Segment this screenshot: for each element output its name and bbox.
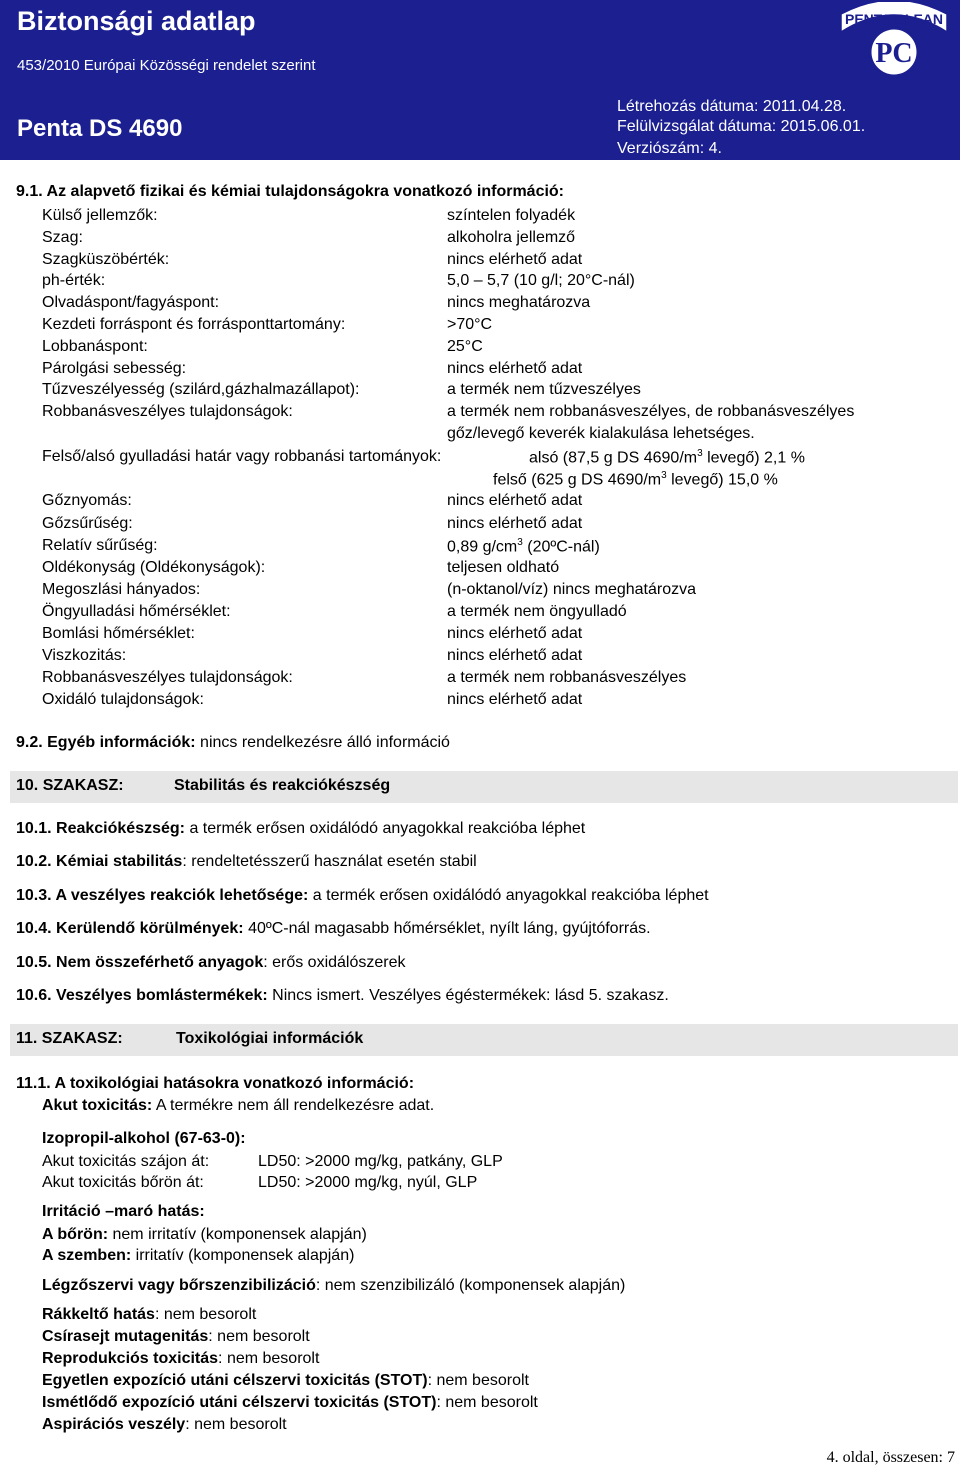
property-2-label: Szagküszöbérték: xyxy=(42,250,170,268)
property2-0-value: nincs elérhető adat xyxy=(447,492,583,509)
explosion-limit-lower: alsó (87,5 g DS $4690/m^3$ levegő) 2,1 % xyxy=(529,448,805,467)
property3-0-label: Oldékonyság (Oldékonyságok): xyxy=(42,559,266,576)
property3-2-value: a termék nem öngyulladó xyxy=(447,603,627,620)
property-3-label: ph-érték: xyxy=(42,272,106,290)
hazard-class-item: Egyetlen expozíció utáni célszervi toxicitás (STOT): nem besorolt xyxy=(42,1372,529,1389)
section-10-item: 10.1. Reakciókészség: a termék erősen oxidálódó anyagokkal reakcióba léphet xyxy=(16,820,586,837)
document-title: Biztonsági adatlap xyxy=(17,6,256,36)
property-1-label: Szag: xyxy=(42,228,83,246)
property2-1-label: Gőzsűrűség: xyxy=(42,514,133,532)
property2-1-value: nincs elérhető adat xyxy=(447,514,583,532)
svg-text:PENTA CLEAN: PENTA CLEAN xyxy=(845,11,943,27)
acute-toxicity: Akut toxicitás: A termékre nem áll rendelkezésre adat. xyxy=(42,1097,435,1114)
property3-6-value: nincs elérhető adat xyxy=(447,691,583,708)
property3-0-value: teljesen oldható xyxy=(447,559,560,576)
property-8-value: a termék nem tűzveszélyes xyxy=(447,381,641,399)
section-10-title: Stabilitás és reakciókészség xyxy=(174,777,391,794)
explosion-limit-upper: felső (625 g DS $4690/m^3$ levegő) 15,0 % xyxy=(493,470,778,489)
relative-density-label: Relatív sűrűség: xyxy=(42,537,158,554)
version-number: Verziószám: 4. xyxy=(617,140,722,157)
ipa-dermal-value: LD50: >2000 mg/kg, nyúl, GLP xyxy=(258,1174,478,1191)
section-10-item: 10.5. Nem összeférhető anyagok: erős oxidálószerek xyxy=(16,954,406,971)
property-0-value: színtelen folyadék xyxy=(447,207,576,224)
irritation-heading: Irritáció –maró hatás: xyxy=(42,1203,205,1220)
section-11-bar xyxy=(10,1024,958,1056)
section-11-number: 11. SZAKASZ: xyxy=(16,1030,123,1047)
reviewed-date: Felülvizsgálat dátuma: 2015.06.01. xyxy=(617,118,866,135)
section-10-item: 10.3. A veszélyes reakciók lehetősége: a termék erősen oxidálódó anyagokkal reakcióba léphet xyxy=(16,887,709,904)
property-9-value: a termék nem robbanásveszélyes, de robbanásveszélyes xyxy=(447,403,855,421)
property3-6-label: Oxidáló tulajdonságok: xyxy=(42,691,204,708)
property3-5-value: a termék nem robbanásveszélyes xyxy=(447,669,687,686)
hazard-class-item: Reprodukciós toxicitás: nem besorolt xyxy=(42,1350,320,1367)
property-6-value: 25°C xyxy=(447,337,483,355)
section-10-item: 10.4. Kerülendő körülmények: 40ºC-nál magasabb hőmérséklet, nyílt láng, gyújtóforrás. xyxy=(16,920,651,937)
property-4-label: Olvadáspont/fagyáspont: xyxy=(42,294,220,312)
property3-1-label: Megoszlási hányados: xyxy=(42,581,201,598)
property-8-label: Tűzveszélyesség (szilárd,gázhalmazállapot): xyxy=(42,381,360,399)
section-11-1-heading: 11.1. A toxikológiai hatásokra vonatkozó információ: xyxy=(16,1075,415,1092)
property3-4-label: Viszkozitás: xyxy=(42,647,127,664)
section-11-title: Toxikológiai információk xyxy=(176,1030,364,1047)
section-10-number: 10. SZAKASZ: xyxy=(16,777,124,794)
property-0-label: Külső jellemzők: xyxy=(42,207,158,224)
property3-2-label: Öngyulladási hőmérséklet: xyxy=(42,603,231,620)
explosion-limits-label: Felső/alsó gyulladási határ vagy robbanási tartományok: xyxy=(42,448,442,465)
section-10-item: 10.2. Kémiai stabilitás: rendeltetésszerű használat esetén stabil xyxy=(16,853,477,870)
penta-clean-logo xyxy=(835,2,953,80)
property-7-value: nincs elérhető adat xyxy=(447,359,583,377)
ipa-oral-value: LD50: >2000 mg/kg, patkány, GLP xyxy=(258,1153,503,1170)
product-name: Penta DS 4690 xyxy=(17,115,183,142)
property-4-value: nincs meghatározva xyxy=(447,294,591,312)
property-5-value: >70°C xyxy=(447,316,493,333)
regulation-line: 453/2010 Európai Közösségi rendelet szerint xyxy=(17,57,316,74)
ipa-oral-label: Akut toxicitás szájon át: xyxy=(42,1153,210,1170)
relative-density-value: 0,89 $g/cm^3$ (20ºC-nál) xyxy=(447,537,600,556)
eye-irritation: A szemben: irritatív (komponensek alapján) xyxy=(42,1247,355,1264)
section-9-2: 9.2. Egyéb információk: nincs rendelkezésre álló információ xyxy=(16,734,450,751)
property3-3-value: nincs elérhető adat xyxy=(447,625,583,642)
section-10-bar xyxy=(10,771,958,803)
property-3-value: 5,0 – 5,7 (10 g/l; 20°C-nál) xyxy=(447,272,635,290)
page-footer: 4. oldal, összesen: 7 xyxy=(826,1449,955,1466)
skin-irritation: A bőrön: nem irritatív (komponensek alapján) xyxy=(42,1226,367,1243)
ipa-heading: Izopropil-alkohol (67-63-0): xyxy=(42,1130,246,1147)
property3-3-label: Bomlási hőmérséklet: xyxy=(42,625,195,642)
property-6-label: Lobbanáspont: xyxy=(42,337,148,355)
property-2-value: nincs elérhető adat xyxy=(447,250,583,268)
created-date: Létrehozás dátuma: 2011.04.28. xyxy=(617,98,847,115)
property3-5-label: Robbanásveszélyes tulajdonságok: xyxy=(42,669,293,686)
svg-text:PC: PC xyxy=(875,38,913,69)
hazard-class-item: Aspirációs veszély: nem besorolt xyxy=(42,1416,287,1433)
section-10-item: 10.6. Veszélyes bomlástermékek: Nincs ismert. Veszélyes égéstermékek: lásd 5. szakasz. xyxy=(16,987,669,1004)
property-7-label: Párolgási sebesség: xyxy=(42,359,187,377)
property3-1-value: (n-oktanol/víz) nincs meghatározva xyxy=(447,581,696,598)
ipa-dermal-label: Akut toxicitás bőrön át: xyxy=(42,1174,204,1191)
property3-4-value: nincs elérhető adat xyxy=(447,647,583,664)
explosive-continuation: gőz/levegő keverék kialakulása lehetséges. xyxy=(447,425,755,442)
property2-0-label: Gőznyomás: xyxy=(42,492,132,509)
hazard-class-item: Rákkeltő hatás: nem besorolt xyxy=(42,1306,257,1323)
hazard-class-item: Csírasejt mutagenitás: nem besorolt xyxy=(42,1328,310,1345)
section-9-1-heading: 9.1. Az alapvető fizikai és kémiai tulajdonságokra vonatkozó információ: xyxy=(16,183,565,200)
property-1-value: alkoholra jellemző xyxy=(447,228,576,246)
property-5-label: Kezdeti forráspont és forrásponttartomány: xyxy=(42,316,346,333)
sensitization: Légzőszervi vagy bőrszenzibilizáció: nem szenzibilizáló (komponensek alapján) xyxy=(42,1277,626,1294)
property-9-label: Robbanásveszélyes tulajdonságok: xyxy=(42,403,293,421)
hazard-class-item: Ismétlődő expozíció utáni célszervi toxicitás (STOT): nem besorolt xyxy=(42,1394,538,1411)
